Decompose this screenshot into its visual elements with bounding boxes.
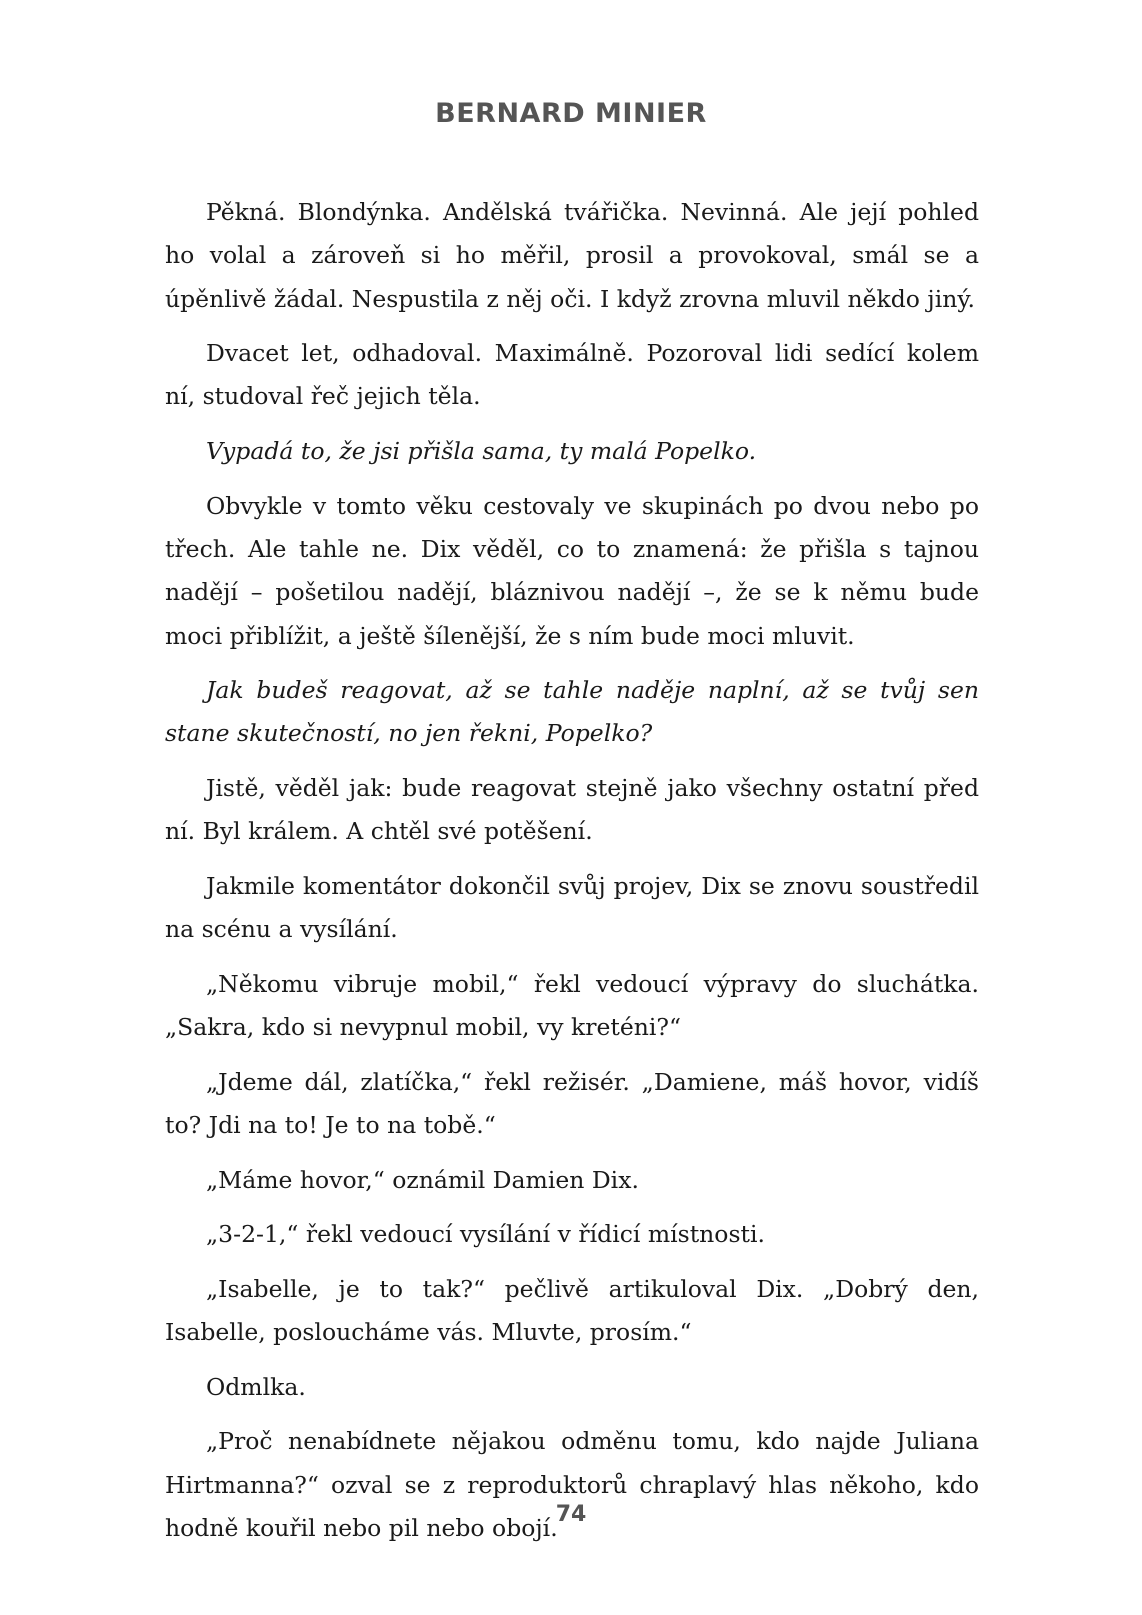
page-number: 74 xyxy=(555,1502,587,1527)
paragraph: „Proč nenabídnete nějakou odměnu tomu, kdo najde Juliana Hirtmanna?“ ozval se z reproduktorů chraplavý hlas někoho, kdo hodně kouřil nebo pil nebo obojí. xyxy=(165,1427,979,1542)
paragraph: Jistě, věděl jak: bude reagovat stejně jako všechny ostatní před ní. Byl králem. A chtěl své potěšení. xyxy=(165,774,979,846)
paragraph: „Někomu vibruje mobil,“ řekl vedoucí výpravy do sluchátka. „Sakra, kdo si nevypnul mobil, vy kreténi?“ xyxy=(165,969,979,1042)
paragraph: Obvykle v tomto věku cestovaly ve skupinách po dvou nebo po třech. Ale tahle ne. Dix věděl, co to znamená: že přišla s tajnou nadějí – pošetilou nadějí, bláznivou nadějí –, že se k němu bude moci přiblížit, a ještě šílenější, že s ním bude moci mluvit. xyxy=(165,491,979,650)
paragraph: Pěkná. Blondýnka. Andělská tvářička. Nevinná. Ale její pohled ho volal a zároveň si ho měřil, prosil a provokoval, smál se a úpěnlivě žádal. Nespustila z něj oči. I když zrovna mluvil někdo jiný. xyxy=(165,198,979,313)
paragraph: Dvacet let, odhadoval. Maximálně. Pozoroval lidi sedící kolem ní, studoval řeč jejich těla. xyxy=(165,339,979,411)
paragraph: „Máme hovor,“ oznámil Damien Dix. xyxy=(206,1165,639,1194)
paragraph-italic: Vypadá to, že jsi přišla sama, ty malá Popelko. xyxy=(206,437,757,466)
paragraph: Jakmile komentátor dokončil svůj projev, Dix se znovu soustředil na scénu a vysílání. xyxy=(165,871,979,944)
running-head-author: BERNARD MINIER xyxy=(435,98,707,129)
paragraph-italic: Jak budeš reagovat, až se tahle naděje naplní, až se tvůj sen stane skutečností, no jen řekni, Popelko? xyxy=(165,676,979,748)
paragraph: „Isabelle, je to tak?“ pečlivě artikuloval Dix. „Dobrý den, Isabelle, posloucháme vás. Mluvte, prosím.“ xyxy=(165,1274,979,1347)
paragraph: „3-2-1,“ řekl vedoucí vysílání v řídicí místnosti. xyxy=(206,1220,765,1249)
body-text xyxy=(165,191,979,1561)
paragraph: Odmlka. xyxy=(206,1372,306,1401)
paragraph: „Jdeme dál, zlatíčka,“ řekl režisér. „Damiene, máš hovor, vidíš to? Jdi na to! Je to na tobě.“ xyxy=(165,1067,979,1140)
